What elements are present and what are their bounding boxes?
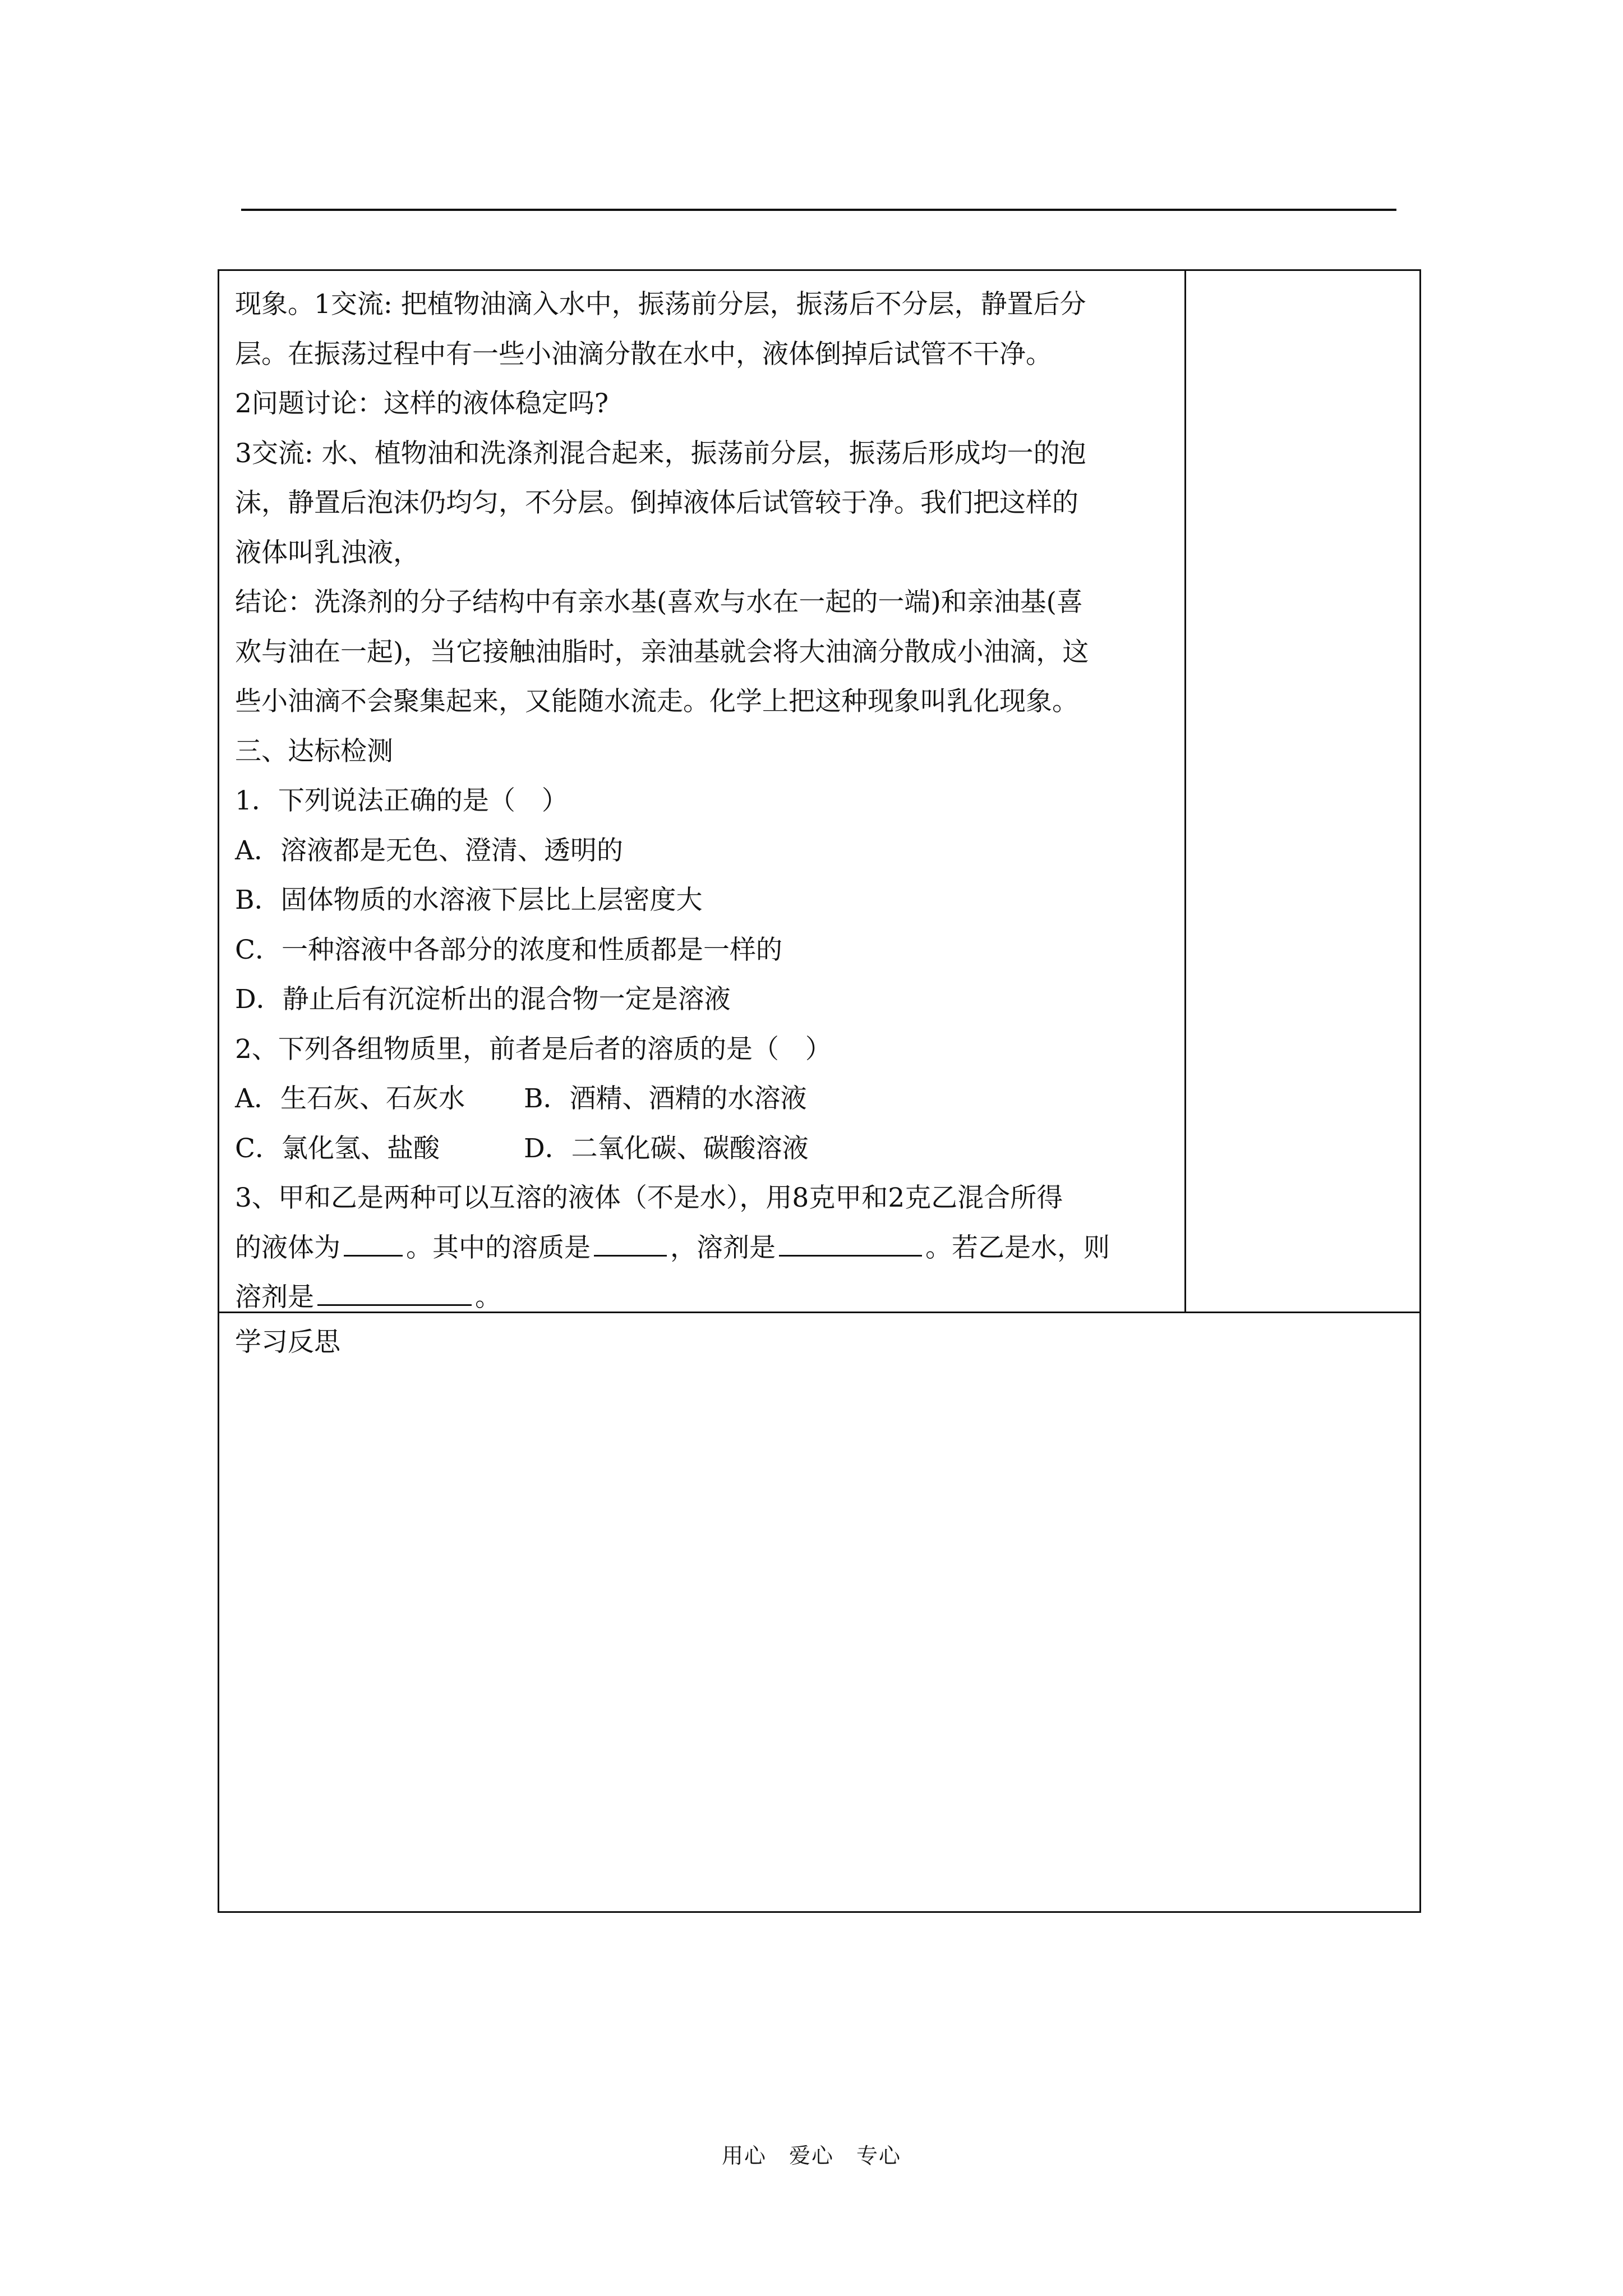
option-d: D．二氧化碳、碳酸溶液: [524, 1133, 809, 1164]
text-line: 现象。1交流: 把植物油滴入水中，振荡前分层，振荡后不分层，静置后分: [235, 289, 1086, 320]
page-footer: 用心 爱心 专心: [721, 2143, 901, 2168]
q3-text: 的液体为: [235, 1232, 340, 1263]
q3-text: ，溶剂是: [670, 1232, 776, 1263]
option-b: B．固体物质的水溶液下层比上层密度大: [235, 885, 703, 915]
text-line: 2问题讨论：这样的液体稳定吗?: [235, 388, 609, 419]
text-line: 结论：洗涤剂的分子结构中有亲水基(喜欢与水在一起的一端)和亲油基(喜: [235, 587, 1083, 618]
text-line: 液体叫乳浊液，: [235, 537, 419, 568]
q2-options-row: [235, 1074, 1177, 1124]
q3-text: 。: [475, 1282, 501, 1313]
question-3-blanks: [235, 1273, 1177, 1323]
q3-text: 。若乙是水，则: [925, 1232, 1110, 1263]
text-line: 3交流: 水、植物油和洗涤剂混合起来，振荡前分层，振荡后形成均一的泡: [235, 438, 1086, 469]
fill-blank[interactable]: [779, 1227, 922, 1256]
question-1: 1．下列说法正确的是（ ）: [235, 785, 568, 816]
fill-blank[interactable]: [344, 1227, 403, 1256]
question-2: 2、下列各组物质里，前者是后者的溶质的是（ ）: [235, 1033, 832, 1065]
q3-text: 溶剂是: [235, 1282, 314, 1313]
option-a: A．生石灰、石灰水: [235, 1083, 465, 1114]
worksheet-table: [218, 269, 1421, 1913]
q3-text: 。其中的溶质是: [406, 1232, 591, 1263]
q2-options-row: [235, 1124, 1177, 1174]
section-heading: 三、达标检测: [235, 735, 393, 767]
option-a: A．溶液都是无色、澄清、透明的: [235, 835, 623, 866]
fill-blank[interactable]: [594, 1227, 667, 1256]
text-line: 层。在振荡过程中有一些小油滴分散在水中，液体倒掉后试管不干净。: [235, 338, 1052, 370]
text-line: 欢与油在一起)，当它接触油脂时，亲油基就会将大油滴分散成小油滴，这: [235, 636, 1089, 668]
option-c: C．氯化氢、盐酸: [235, 1133, 440, 1164]
header-rule: [241, 209, 1396, 211]
text-line: 沫，静置后泡沫仍均匀，不分层。倒掉液体后试管较于净。我们把这样的: [235, 487, 1078, 518]
option-c: C．一种溶液中各部分的浓度和性质都是一样的: [235, 934, 782, 965]
option-b: B．酒精、酒精的水溶液: [524, 1083, 807, 1114]
column-divider: [1184, 271, 1186, 1312]
main-content-cell: [235, 280, 1177, 1323]
option-d: D．静止后有沉淀析出的混合物一定是溶液: [235, 984, 731, 1015]
fill-blank[interactable]: [317, 1277, 472, 1306]
question-3-blanks: [235, 1223, 1177, 1273]
text-line: 些小油滴不会聚集起来，又能随水流走。化学上把这种现象叫乳化现象。: [235, 686, 1078, 717]
reflection-label: 学习反思: [235, 1327, 340, 1358]
question-3: 3、甲和乙是两种可以互溶的液体（不是水），用8克甲和2克乙混合所得: [235, 1182, 1063, 1213]
